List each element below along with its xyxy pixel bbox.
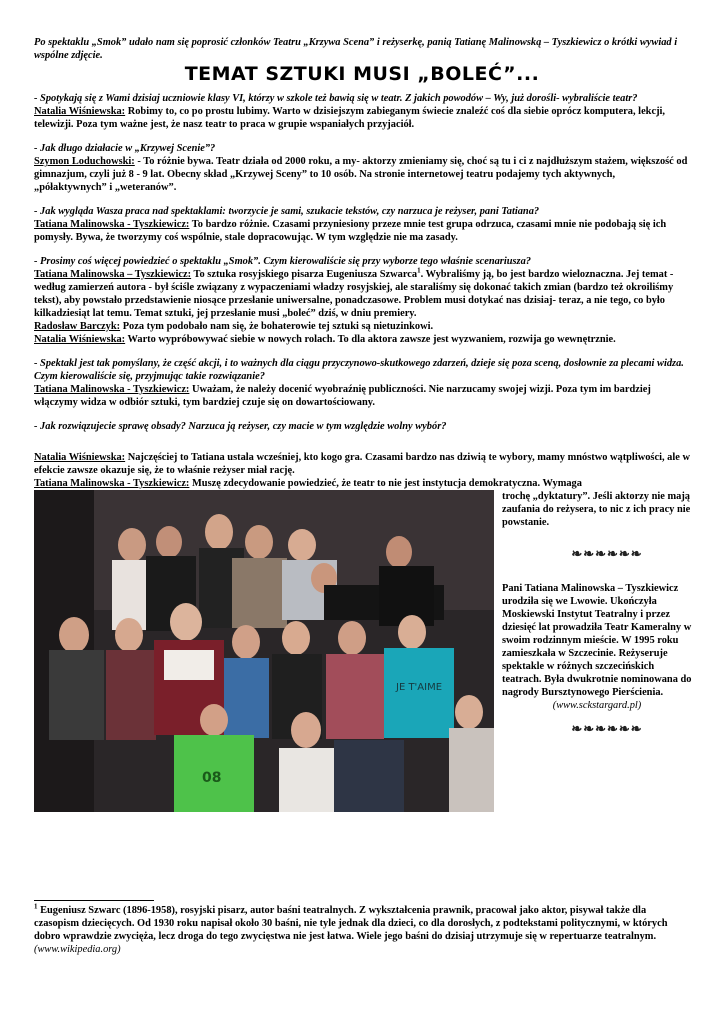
speaker-name: Natalia Wiśniewska: — [34, 452, 126, 463]
footnote-text: Eugeniusz Szwarc (1896-1958), rosyjski pisarz, autor baśni teatralnych. Z wykształcenia prawnik, pracował jako aktor, pisywał także dla czasopism dziecięcych. Od 1930 roku napisał około 30 baśni, nie tyle jednak dla dzieci, co dla dorosłych, z podtekstami politycznymi, w których dobro wprawdzie zwycięża, lecz droga do tego zwycięstwa nie jest łatwa. Wiele jego baśni do dzisiaj utrzymuje się w repertuarze teatralnym. — [34, 905, 668, 942]
speaker-name: Tatiana Malinowska - Tyszkiewicz: — [34, 384, 190, 395]
footnote — [34, 900, 690, 956]
answer-text: Uważam, że należy docenić wyobraźnię publiczności. Nie narzucamy swojej wizji. Poza tym im bardziej włączymy widza w odbiór sztuki, tym bardziej czuje się on dowartościowany. — [34, 384, 651, 408]
answer-1 — [34, 105, 690, 131]
answer-text: Muszę zdecydowanie powiedzieć, że teatr to nie jest instytucja demokratyczna. Wymaga — [189, 478, 582, 489]
answer-4 — [34, 268, 690, 320]
speaker-name: Tatiana Malinowska - Tyszkiewicz: — [34, 478, 190, 489]
director-bio — [502, 582, 692, 712]
speaker-name: Tatiana Malinowska - Tyszkiewicz: — [34, 219, 190, 230]
leaf-ornament-icon: ❧❧❧❧❧❧ — [571, 546, 643, 561]
answer-text: - To różnie bywa. Teatr działa od 2000 roku, a my- aktorzy zmieniamy się, choć są tu i ci z najdłuższym stażem, większość od gimnazjum, czyli już 8 - 9 lat. Obecny skład „Krzywej Sceny” to 10 osób. Na stronie internetowej teatru podajemy tych aktywnych, „półaktywnych” i „weteranów”. — [34, 156, 688, 193]
answer-4b — [34, 320, 690, 333]
group-photo-image — [34, 490, 494, 812]
sidebar-column — [502, 490, 692, 757]
photo-section — [34, 490, 690, 820]
intro-text: Po spektaklu „Smok” udało nam się poprosić członków Teatru „Krzywa Scena” i reżyserkę, panią Tatianę Malinowską – Tyszkiewicz o krótki wywiad i wspólne zdjęcie. — [34, 37, 678, 61]
answer-text: To bardzo różnie. Czasami przyniesiony przeze mnie test grupa odrzuca, czasami mnie nie podobają się ich pomysły. Bywa, że tworzymy coś wspólnie, stale dopracowując. W tym względzie nie ma zasady. — [34, 219, 667, 243]
question-3: - Jak wygląda Wasza praca nad spektaklami: tworzycie je sami, szukacie tekstów, czy narzuca je reżyser, pani Tatiana? — [34, 206, 540, 217]
bio-text: Pani Tatiana Malinowska – Tyszkiewicz urodziła się we Lwowie. Ukończyła Moskiewski Instytut Teatralny i przez dziesięć lat prowadziła Teatr Kameralny w swoim rodzinnym mieście. W 1995 roku zamieszkała w Szczecinie. Reżyseruje spektakle w różnych szczecińskich teatrach. Była dwukrotnie nominowana do nagrody Bursztynowego Pierścienia. — [502, 583, 692, 698]
answer-2 — [34, 155, 690, 194]
leaf-ornament-icon: ❧❧❧❧❧❧ — [571, 721, 643, 736]
answer-6b — [34, 477, 690, 490]
question-6: - Jak rozwiązujecie sprawę obsady? Narzuca ją reżyser, czy macie w tym względzie wolny wybór? — [34, 421, 447, 432]
answer-6b-continued: trochę „dyktatury”. Jeśli aktorzy nie mają zaufania do reżysera, to nic z ich pracy nie powstanie. — [502, 491, 691, 528]
question-4: - Prosimy coś więcej powiedzieć o spektaklu „Smok”. Czym kierowaliście się przy wyborze tego właśnie scenariusza? — [34, 256, 531, 267]
speaker-name: Natalia Wiśniewska: — [34, 334, 126, 345]
answer-text: Najczęściej to Tatiana ustala wcześniej, kto kogo gra. Czasami bardzo nas dziwią te wybory, mamy mnóstwo wątpliwości, ale w efekcie zawsze okazuje się, że to właśnie reżyser miał rację. — [34, 452, 690, 476]
speaker-name: Tatiana Malinowska – Tyszkiewicz: — [34, 269, 192, 280]
shirt-number: 08 — [202, 770, 222, 786]
bio-source-link[interactable]: (www.sckstargard.pl) — [552, 700, 642, 711]
group-photo — [34, 490, 494, 812]
footnote-divider — [34, 900, 154, 901]
speaker-name: Natalia Wiśniewska: — [34, 106, 126, 117]
footnote-ref[interactable]: 1 — [417, 266, 421, 275]
answer-5 — [34, 383, 690, 409]
speaker-name: Szymon Loduchowski: — [34, 156, 135, 167]
footnote-number: 1 — [34, 902, 38, 911]
answer-text: Poza tym podobało nam się, że bohaterowie tej sztuki są nietuzinkowi. — [120, 321, 434, 332]
answer-3 — [34, 218, 690, 244]
answer-text: Robimy to, co po prostu lubimy. Warto w dzisiejszym zabieganym świecie znaleźć coś dla siebie oprócz komputera, lekcji, telewizji. Poza tym ważne jest, że nasz teatr to praca w grupie wspaniałych przyjaciół. — [34, 106, 666, 130]
answer-text: To sztuka rosyjskiego pisarza Eugeniusza Szwarca — [191, 269, 418, 280]
article-title: TEMAT SZTUKI MUSI „BOLEĆ”... — [184, 63, 540, 85]
question-1: - Spotykają się z Wami dzisiaj uczniowie klasy VI, którzy w szkole też bawią się w teatr. Z jakich powodów – Wy, już dorośli- wybraliście teatr? — [34, 93, 638, 104]
question-2: - Jak długo działacie w „Krzywej Scenie”? — [34, 143, 216, 154]
footnote-source-link[interactable]: (www.wikipedia.org) — [34, 944, 121, 955]
answer-text: . Wybraliśmy ją, bo jest bardzo wieloznaczna. Jej temat - według zamierzeń autora - był ściśle związany z wypaczeniami władzy rosyjskiej, ale staraliśmy się dokonać takich zmian (bardzo też okroiliśmy tekst), aby powstało przedstawienie niosące przesłanie uniwersalne, ponadczasowe. Problem musi dotykać nas dzisiaj- teraz, a nie tego, co było kilkadziesiąt lat temu. Temat sztuki, jej przesłanie musi „boleć” dziś, w dniu premiery. — [34, 269, 674, 319]
answer-6 — [34, 451, 690, 477]
answer-text: Warto wypróbowywać siebie w nowych rolach. To dla aktora zawsze jest wyzwaniem, rozwija go wewnętrznie. — [125, 334, 616, 345]
question-5: - Spektakl jest tak pomyślany, że część akcji, i to ważnych dla ciągu przyczynowo-skutkowego zdarzeń, dzieje się poza sceną, dosłownie za plecami widza. Czym kierowaliście się, przyjmując takie rozwiązanie? — [34, 358, 684, 382]
shirt-text: JE T'AIME — [396, 682, 443, 693]
answer-4c — [34, 333, 690, 346]
speaker-name: Radosław Barczyk: — [34, 321, 121, 332]
article — [34, 36, 690, 820]
